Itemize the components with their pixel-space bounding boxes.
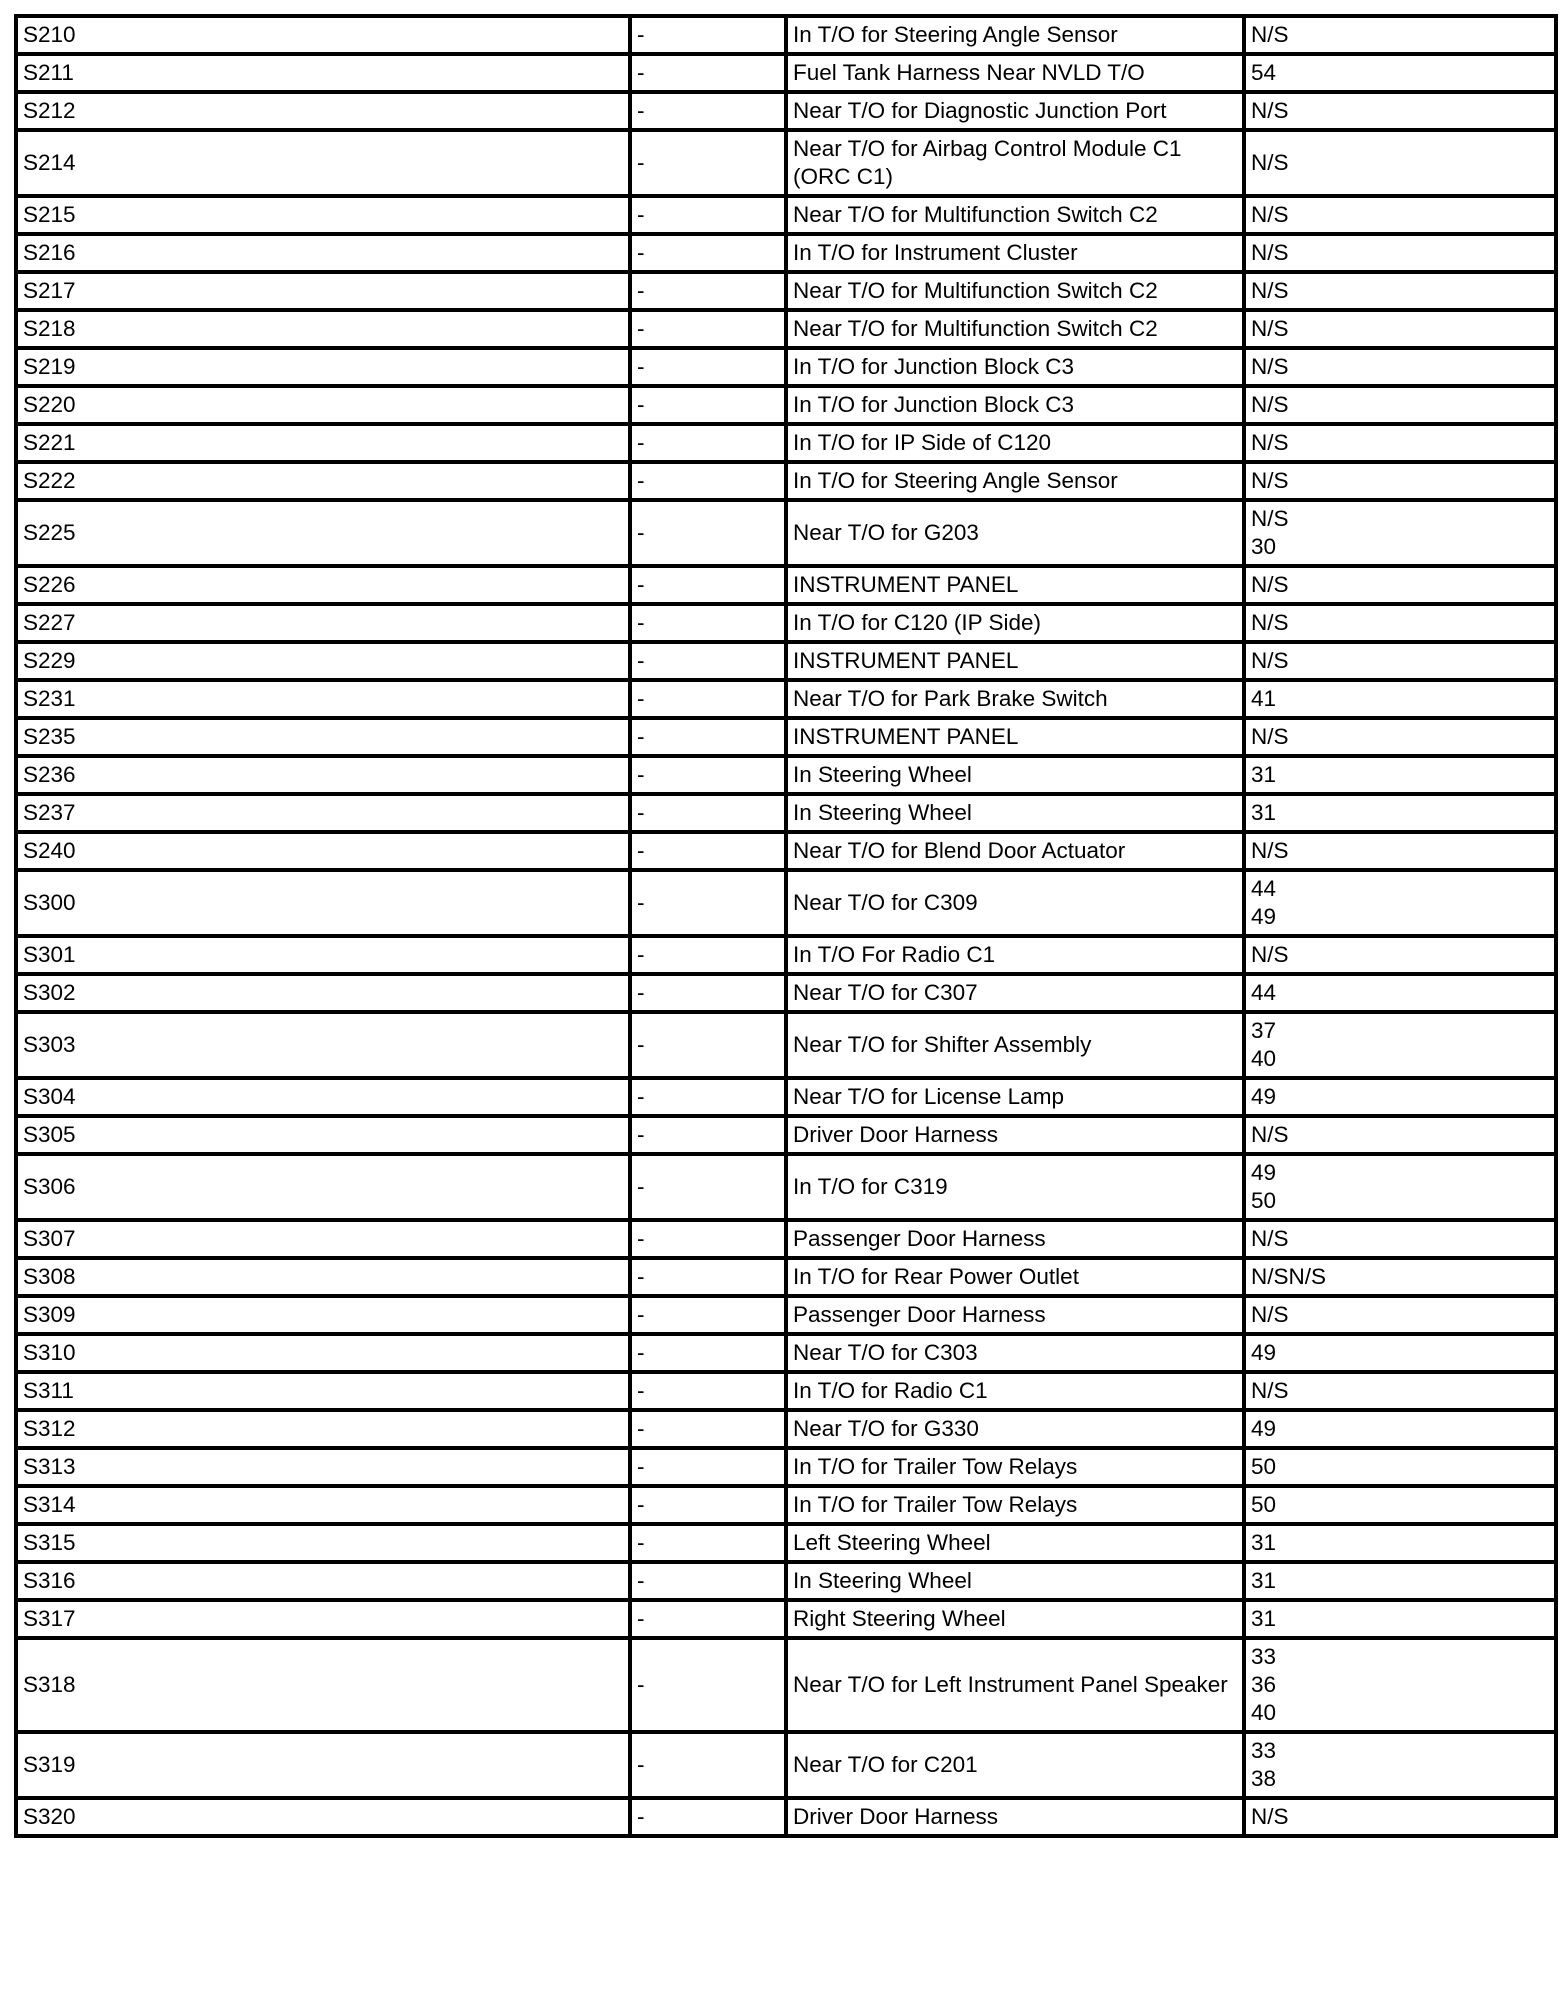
location-cell: In T/O for Radio C1: [786, 1372, 1244, 1410]
splice-id-cell: S311: [16, 1372, 630, 1410]
page-ref-cell: [1244, 1448, 1556, 1486]
location-cell: Left Steering Wheel: [786, 1524, 1244, 1562]
dash-cell: -: [630, 1638, 786, 1732]
location-cell: Near T/O for G203: [786, 500, 1244, 566]
splice-id-cell: S314: [16, 1486, 630, 1524]
location-cell: Driver Door Harness: [786, 1116, 1244, 1154]
splice-location-table: [14, 14, 1558, 1838]
splice-id-cell: S231: [16, 680, 630, 718]
page-ref: 33: [1251, 1738, 1277, 1763]
page-ref-cell: [1244, 870, 1556, 936]
page-ref-cell: [1244, 1638, 1556, 1732]
table-row: [16, 1220, 1556, 1258]
table-row: [16, 604, 1556, 642]
page-ref: N/S: [1251, 392, 1289, 417]
location-cell: In Steering Wheel: [786, 756, 1244, 794]
page-ref: N/S: [1251, 724, 1289, 749]
table-row: [16, 1448, 1556, 1486]
location-cell: In T/O for C120 (IP Side): [786, 604, 1244, 642]
page-ref-cell: [1244, 462, 1556, 500]
page-ref: 50: [1251, 1188, 1277, 1213]
dash-cell: -: [630, 1732, 786, 1798]
splice-id-cell: S310: [16, 1334, 630, 1372]
dash-cell: -: [630, 794, 786, 832]
dash-cell: -: [630, 604, 786, 642]
dash-cell: -: [630, 1116, 786, 1154]
splice-id-cell: S318: [16, 1638, 630, 1732]
location-cell: Driver Door Harness: [786, 1798, 1244, 1836]
dash-cell: -: [630, 1334, 786, 1372]
page-ref-cell: [1244, 386, 1556, 424]
page-ref: 31: [1251, 1606, 1277, 1631]
splice-id-cell: S212: [16, 92, 630, 130]
page-ref-cell: [1244, 1334, 1556, 1372]
table-row: [16, 936, 1556, 974]
page-ref: N/S: [1251, 506, 1289, 531]
page-ref-cell: [1244, 642, 1556, 680]
splice-id-cell: S226: [16, 566, 630, 604]
page-ref: N/SN/S: [1251, 1264, 1327, 1289]
page-ref: 31: [1251, 1568, 1277, 1593]
dash-cell: -: [630, 386, 786, 424]
table-row: [16, 1154, 1556, 1220]
page-ref: N/S: [1251, 354, 1289, 379]
location-cell: Right Steering Wheel: [786, 1600, 1244, 1638]
splice-id-cell: S235: [16, 718, 630, 756]
dash-cell: -: [630, 1372, 786, 1410]
page-ref: N/S: [1251, 278, 1289, 303]
location-cell: In T/O for IP Side of C120: [786, 424, 1244, 462]
page-ref-cell: [1244, 794, 1556, 832]
location-cell: In T/O For Radio C1: [786, 936, 1244, 974]
table-row: [16, 1562, 1556, 1600]
page-ref: 40: [1251, 1046, 1277, 1071]
splice-id-cell: S317: [16, 1600, 630, 1638]
location-cell: In T/O for Junction Block C3: [786, 386, 1244, 424]
page-ref: 31: [1251, 800, 1277, 825]
dash-cell: -: [630, 1296, 786, 1334]
page-ref-cell: [1244, 1116, 1556, 1154]
page-ref: N/S: [1251, 98, 1289, 123]
dash-cell: -: [630, 1410, 786, 1448]
splice-id-cell: S315: [16, 1524, 630, 1562]
dash-cell: -: [630, 870, 786, 936]
table-row: [16, 1078, 1556, 1116]
location-cell: Near T/O for Multifunction Switch C2: [786, 196, 1244, 234]
page-ref: N/S: [1251, 240, 1289, 265]
location-cell: Near T/O for C201: [786, 1732, 1244, 1798]
table-row: [16, 642, 1556, 680]
page-ref-cell: [1244, 566, 1556, 604]
dash-cell: -: [630, 642, 786, 680]
page-ref-cell: [1244, 832, 1556, 870]
splice-id-cell: S216: [16, 234, 630, 272]
dash-cell: -: [630, 310, 786, 348]
table-row: [16, 566, 1556, 604]
page-ref: N/S: [1251, 316, 1289, 341]
page-ref-cell: [1244, 54, 1556, 92]
splice-id-cell: S221: [16, 424, 630, 462]
location-cell: In T/O for Instrument Cluster: [786, 234, 1244, 272]
page-ref: 54: [1251, 60, 1277, 85]
location-cell: In T/O for Trailer Tow Relays: [786, 1448, 1244, 1486]
table-row: [16, 1012, 1556, 1078]
splice-id-cell: S313: [16, 1448, 630, 1486]
page-ref-cell: [1244, 1372, 1556, 1410]
page-ref: N/S: [1251, 648, 1289, 673]
dash-cell: -: [630, 1078, 786, 1116]
table-row: [16, 1600, 1556, 1638]
table-row: [16, 196, 1556, 234]
page-ref-cell: [1244, 974, 1556, 1012]
dash-cell: -: [630, 1486, 786, 1524]
page-ref-cell: [1244, 500, 1556, 566]
page-ref: 41: [1251, 686, 1277, 711]
splice-id-cell: S225: [16, 500, 630, 566]
location-cell: Near T/O for C309: [786, 870, 1244, 936]
table-row: [16, 718, 1556, 756]
page-ref-cell: [1244, 1486, 1556, 1524]
table-row: [16, 794, 1556, 832]
location-cell: In T/O for Rear Power Outlet: [786, 1258, 1244, 1296]
table-row: [16, 1638, 1556, 1732]
page-ref: 49: [1251, 904, 1277, 929]
splice-id-cell: S227: [16, 604, 630, 642]
splice-id-cell: S301: [16, 936, 630, 974]
table-row: [16, 1116, 1556, 1154]
dash-cell: -: [630, 462, 786, 500]
dash-cell: -: [630, 1258, 786, 1296]
table-row: [16, 310, 1556, 348]
table-row: [16, 1258, 1556, 1296]
splice-id-cell: S236: [16, 756, 630, 794]
page-ref: 49: [1251, 1340, 1277, 1365]
table-row: [16, 1524, 1556, 1562]
page-ref-cell: [1244, 130, 1556, 196]
page-ref: 49: [1251, 1416, 1277, 1441]
table-row: [16, 1732, 1556, 1798]
page-ref-cell: [1244, 1154, 1556, 1220]
table-body: [16, 16, 1556, 1836]
dash-cell: -: [630, 424, 786, 462]
location-cell: In Steering Wheel: [786, 794, 1244, 832]
table-row: [16, 16, 1556, 54]
splice-id-cell: S319: [16, 1732, 630, 1798]
location-cell: Near T/O for Blend Door Actuator: [786, 832, 1244, 870]
dash-cell: -: [630, 718, 786, 756]
page-ref-cell: [1244, 1562, 1556, 1600]
dash-cell: -: [630, 272, 786, 310]
location-cell: Fuel Tank Harness Near NVLD T/O: [786, 54, 1244, 92]
dash-cell: -: [630, 974, 786, 1012]
page-ref: 50: [1251, 1492, 1277, 1517]
table-row: [16, 974, 1556, 1012]
page-ref: 49: [1251, 1160, 1277, 1185]
location-cell: INSTRUMENT PANEL: [786, 642, 1244, 680]
page-ref: N/S: [1251, 430, 1289, 455]
location-cell: Near T/O for Multifunction Switch C2: [786, 310, 1244, 348]
table-row: [16, 1486, 1556, 1524]
location-cell: In T/O for Junction Block C3: [786, 348, 1244, 386]
dash-cell: -: [630, 1600, 786, 1638]
splice-id-cell: S316: [16, 1562, 630, 1600]
splice-id-cell: S312: [16, 1410, 630, 1448]
page-ref: N/S: [1251, 1122, 1289, 1147]
dash-cell: -: [630, 832, 786, 870]
page-ref-cell: [1244, 1258, 1556, 1296]
page-ref-cell: [1244, 348, 1556, 386]
location-cell: Near T/O for Park Brake Switch: [786, 680, 1244, 718]
page-ref-cell: [1244, 1078, 1556, 1116]
dash-cell: -: [630, 566, 786, 604]
splice-id-cell: S215: [16, 196, 630, 234]
page-ref-cell: [1244, 1600, 1556, 1638]
page-ref: N/S: [1251, 1226, 1289, 1251]
location-cell: Near T/O for C303: [786, 1334, 1244, 1372]
page-ref-cell: [1244, 424, 1556, 462]
splice-id-cell: S303: [16, 1012, 630, 1078]
splice-id-cell: S217: [16, 272, 630, 310]
dash-cell: -: [630, 348, 786, 386]
dash-cell: -: [630, 1524, 786, 1562]
table-row: [16, 386, 1556, 424]
dash-cell: -: [630, 130, 786, 196]
page-ref: 44: [1251, 980, 1277, 1005]
page-ref: N/S: [1251, 1378, 1289, 1403]
page-ref: 40: [1251, 1700, 1277, 1725]
dash-cell: -: [630, 234, 786, 272]
location-cell: Near T/O for G330: [786, 1410, 1244, 1448]
table-row: [16, 92, 1556, 130]
splice-id-cell: S309: [16, 1296, 630, 1334]
splice-id-cell: S300: [16, 870, 630, 936]
table-row: [16, 500, 1556, 566]
dash-cell: -: [630, 936, 786, 974]
location-cell: In T/O for C319: [786, 1154, 1244, 1220]
location-cell: Near T/O for Multifunction Switch C2: [786, 272, 1244, 310]
page-ref: N/S: [1251, 22, 1289, 47]
location-cell: In T/O for Steering Angle Sensor: [786, 462, 1244, 500]
page-ref: N/S: [1251, 572, 1289, 597]
page-ref: N/S: [1251, 838, 1289, 863]
dash-cell: -: [630, 756, 786, 794]
location-cell: In T/O for Steering Angle Sensor: [786, 16, 1244, 54]
dash-cell: -: [630, 1220, 786, 1258]
table-row: [16, 1372, 1556, 1410]
page-ref: 49: [1251, 1084, 1277, 1109]
location-cell: Near T/O for Left Instrument Panel Speaker: [786, 1638, 1244, 1732]
page-ref: 33: [1251, 1644, 1277, 1669]
page-ref-cell: [1244, 756, 1556, 794]
location-cell: Near T/O for C307: [786, 974, 1244, 1012]
page-ref: 36: [1251, 1672, 1277, 1697]
location-cell: Near T/O for Diagnostic Junction Port: [786, 92, 1244, 130]
table-row: [16, 348, 1556, 386]
page-ref-cell: [1244, 92, 1556, 130]
dash-cell: -: [630, 1562, 786, 1600]
table-row: [16, 272, 1556, 310]
page-ref: N/S: [1251, 942, 1289, 967]
splice-id-cell: S214: [16, 130, 630, 196]
page-ref-cell: [1244, 604, 1556, 642]
splice-id-cell: S219: [16, 348, 630, 386]
splice-id-cell: S320: [16, 1798, 630, 1836]
location-cell: Near T/O for License Lamp: [786, 1078, 1244, 1116]
page-ref-cell: [1244, 680, 1556, 718]
page-ref-cell: [1244, 272, 1556, 310]
page-ref: N/S: [1251, 1302, 1289, 1327]
table-row: [16, 54, 1556, 92]
splice-id-cell: S220: [16, 386, 630, 424]
page-ref: N/S: [1251, 202, 1289, 227]
page-ref-cell: [1244, 1410, 1556, 1448]
page-ref: 37: [1251, 1018, 1277, 1043]
splice-id-cell: S237: [16, 794, 630, 832]
page-ref-cell: [1244, 718, 1556, 756]
dash-cell: -: [630, 680, 786, 718]
splice-id-cell: S306: [16, 1154, 630, 1220]
location-cell: Passenger Door Harness: [786, 1296, 1244, 1334]
splice-id-cell: S229: [16, 642, 630, 680]
location-cell: Near T/O for Airbag Control Module C1 (ORC C1): [786, 130, 1244, 196]
page-ref-cell: [1244, 936, 1556, 974]
page-ref-cell: [1244, 1012, 1556, 1078]
splice-id-cell: S240: [16, 832, 630, 870]
page-ref: 30: [1251, 534, 1277, 559]
location-cell: INSTRUMENT PANEL: [786, 718, 1244, 756]
dash-cell: -: [630, 1012, 786, 1078]
page-ref-cell: [1244, 1220, 1556, 1258]
page-ref-cell: [1244, 1798, 1556, 1836]
table-row: [16, 424, 1556, 462]
dash-cell: -: [630, 500, 786, 566]
page-ref: N/S: [1251, 468, 1289, 493]
dash-cell: -: [630, 196, 786, 234]
page-ref-cell: [1244, 310, 1556, 348]
table-row: [16, 1296, 1556, 1334]
page-ref: 31: [1251, 762, 1277, 787]
location-cell: Near T/O for Shifter Assembly: [786, 1012, 1244, 1078]
splice-id-cell: S211: [16, 54, 630, 92]
table-row: [16, 130, 1556, 196]
dash-cell: -: [630, 1798, 786, 1836]
page-ref-cell: [1244, 1732, 1556, 1798]
splice-id-cell: S305: [16, 1116, 630, 1154]
page-ref-cell: [1244, 234, 1556, 272]
page-ref: 38: [1251, 1766, 1277, 1791]
splice-id-cell: S210: [16, 16, 630, 54]
table-row: [16, 680, 1556, 718]
page-ref: 44: [1251, 876, 1277, 901]
page-ref: N/S: [1251, 1804, 1289, 1829]
table-row: [16, 462, 1556, 500]
table-row: [16, 756, 1556, 794]
location-cell: In Steering Wheel: [786, 1562, 1244, 1600]
page-ref: 31: [1251, 1530, 1277, 1555]
dash-cell: -: [630, 16, 786, 54]
page-ref-cell: [1244, 196, 1556, 234]
splice-id-cell: S302: [16, 974, 630, 1012]
location-cell: Passenger Door Harness: [786, 1220, 1244, 1258]
table-row: [16, 870, 1556, 936]
location-cell: INSTRUMENT PANEL: [786, 566, 1244, 604]
splice-id-cell: S222: [16, 462, 630, 500]
splice-id-cell: S218: [16, 310, 630, 348]
page-ref: N/S: [1251, 150, 1289, 175]
table-row: [16, 832, 1556, 870]
location-cell: In T/O for Trailer Tow Relays: [786, 1486, 1244, 1524]
page-ref-cell: [1244, 1296, 1556, 1334]
page-ref-cell: [1244, 16, 1556, 54]
dash-cell: -: [630, 92, 786, 130]
splice-id-cell: S304: [16, 1078, 630, 1116]
table-row: [16, 1334, 1556, 1372]
page-ref: N/S: [1251, 610, 1289, 635]
dash-cell: -: [630, 1448, 786, 1486]
page-ref: 50: [1251, 1454, 1277, 1479]
splice-table-document: [14, 14, 1554, 1838]
table-row: [16, 1410, 1556, 1448]
dash-cell: -: [630, 1154, 786, 1220]
table-row: [16, 234, 1556, 272]
splice-id-cell: S308: [16, 1258, 630, 1296]
splice-id-cell: S307: [16, 1220, 630, 1258]
table-row: [16, 1798, 1556, 1836]
dash-cell: -: [630, 54, 786, 92]
page-ref-cell: [1244, 1524, 1556, 1562]
